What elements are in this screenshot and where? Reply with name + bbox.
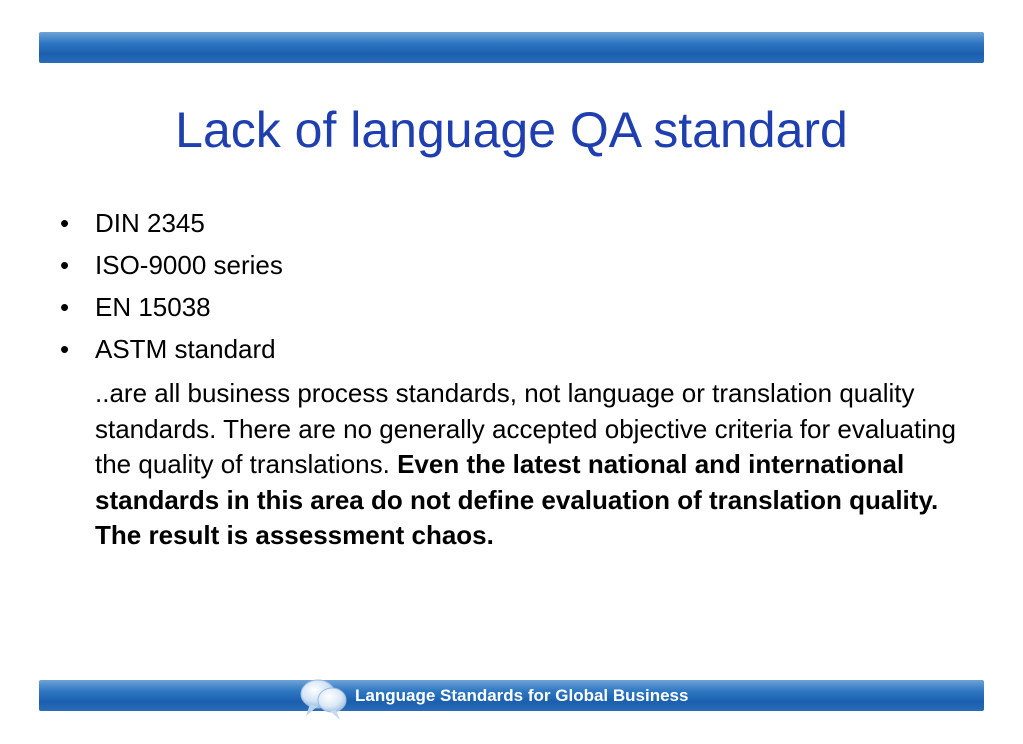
top-banner-bar xyxy=(39,32,984,63)
speech-bubbles-logo-icon xyxy=(296,672,352,724)
bullet-marker: • xyxy=(60,250,70,280)
bullet-text: ISO-9000 series xyxy=(95,250,283,280)
bullet-item xyxy=(60,286,960,328)
bullet-text: EN 15038 xyxy=(95,292,211,322)
body-bold-text: Even the latest national and international standards in this area do not define evaluation of translation quality. The result is assessment chaos. xyxy=(95,449,939,550)
slide-title: Lack of language QA standard xyxy=(175,102,848,158)
bullet-marker: • xyxy=(60,334,70,364)
bullet-text: ASTM standard xyxy=(95,334,276,364)
bullet-item xyxy=(60,202,960,244)
body-paragraph xyxy=(95,376,965,554)
footer-tagline: Language Standards for Global Business xyxy=(355,686,689,705)
bullet-marker: • xyxy=(60,292,70,322)
body-plain-text: ..are all business process standards, not language or translation quality standards. There are no generally accepted objective criteria for evaluating the quality of translations. xyxy=(95,378,956,479)
bullet-list xyxy=(60,202,960,370)
bullet-item xyxy=(60,244,960,286)
bullet-item xyxy=(60,328,960,370)
bullet-text: DIN 2345 xyxy=(95,208,205,238)
bullet-marker: • xyxy=(60,208,70,238)
